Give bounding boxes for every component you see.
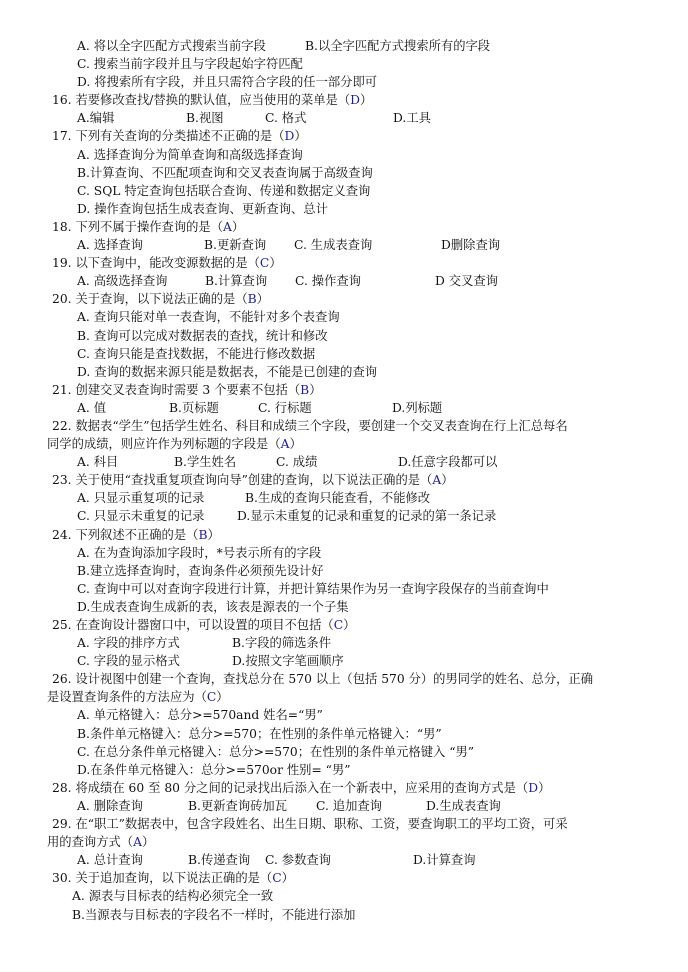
text-content: C. 在总分条件单元格键入：总分>=570；在性别的条件单元格键入 “男” [77,744,475,759]
text-segment [52,91,372,109]
text-content: D. 将搜索所有字段，并且只需符合字段的任一部分即可 [77,75,378,90]
text-content: B.页标题 [169,400,219,415]
text-line [0,345,688,363]
text-line [0,869,688,887]
text-segment [77,851,143,869]
text-line [0,670,688,688]
answer-letter: C [259,256,270,271]
text-content: B.视图 [186,111,224,126]
text-line [0,308,688,326]
text-segment [77,345,315,363]
text-content: B.学生姓名 [174,455,237,470]
text-segment [276,453,317,471]
text-segment [435,272,498,290]
text-content: A. 在为查询添加字段时，*号表示所有的字段 [77,545,322,560]
answer-letter: C [333,618,344,632]
text-content: C. 格式 [265,111,307,126]
text-segment [77,725,442,743]
text-content: 25. 在查询设计器窗口中，可以设置的项目不包括（ [52,618,334,632]
text-line [0,761,688,779]
text-content: D.按照文字笔画顺序 [232,654,344,669]
text-content: B.建立选择查询时，查询条件必须预先设计好 [77,563,324,578]
text-line [0,146,688,164]
answer-letter: A [280,437,290,452]
text-content: A. 选择查询分为简单查询和高级选择查询 [77,147,303,162]
text-segment [52,471,454,489]
text-content: B.计算查询 [205,274,268,289]
text-line [0,507,688,525]
text-tail: ） [231,219,245,234]
text-segment [52,417,568,435]
text-content: D.生成表查询生成新的表，该表是源表的一个子集 [77,599,349,614]
text-content: 同学的成绩，则应许作为列标题的字段是（ [47,437,281,452]
text-segment [77,652,180,670]
text-content: 22. 数据表“学生”包括学生姓名、科目和成绩三个字段，要创建一个交叉表查询在行上汇总每名 [52,418,568,433]
text-segment [398,453,497,471]
text-tail: ） [343,618,356,632]
text-segment [52,526,220,544]
text-tail: ） [441,473,454,488]
text-segment [77,55,303,73]
text-content: C. 追加查询 [316,798,382,813]
text-segment [441,236,500,254]
text-line [0,598,688,616]
text-segment [77,200,328,218]
text-content: A. 高级选择查询 [77,274,168,289]
text-content: 16. 若要修改查找/替换的默认值，应当使用的菜单是（ [52,93,351,108]
text-segment [294,236,372,254]
text-tail: ） [538,780,551,795]
text-segment [77,109,114,127]
text-content: C. 查询只能是查找数据，不能进行修改数据 [77,346,316,361]
text-segment [77,236,143,254]
text-content: B.条件单元格键入：总分>=570；在性别的条件单元格键入：“男” [77,726,442,741]
text-content: A. 选择查询 [77,238,143,253]
text-content: 26. 设计视图中创建一个查询，查找总分在 570 以上（包括 570 分）的男同学的姓名、总分，正确 [52,672,594,687]
text-content: 23. 关于使用“查找重复项查询向导”创建的查询，以下说法正确的是（ [52,473,433,488]
text-line [0,254,688,272]
text-line [0,887,688,905]
text-line [0,127,688,145]
text-segment [47,833,154,851]
text-segment [295,272,361,290]
answer-letter: D [284,129,295,144]
text-line [0,272,688,290]
text-segment [245,489,430,507]
text-content: C. 成绩 [276,455,318,470]
text-content: D.任意字段都可以 [398,455,498,470]
text-segment [77,453,118,471]
text-segment [47,688,229,706]
text-line [0,435,688,453]
text-content: A. 只显示重复项的记录 [77,491,205,506]
text-line [0,182,688,200]
text-segment [77,489,204,507]
text-segment [77,182,370,200]
text-tail: ） [294,129,307,144]
text-line [0,236,688,254]
answer-letter: A [432,473,442,488]
text-segment [305,37,490,55]
text-segment [77,363,377,381]
text-content: 21. 创建交叉表查询时需要 3 个要素不包括（ [52,382,301,397]
text-tail: ） [207,527,220,542]
text-line [0,327,688,345]
text-line [0,73,688,91]
text-segment [52,290,269,308]
text-line [0,417,688,435]
text-content: D删除查询 [441,238,501,253]
text-content: C. 参数查询 [265,853,331,868]
text-tail: ） [141,835,155,850]
text-segment [237,507,496,525]
text-segment [52,381,322,399]
text-content: B.当源表与目标表的字段名不一样时，不能进行添加 [72,907,356,922]
answer-letter: A [223,219,232,234]
text-segment [52,869,294,887]
text-content: B.传递查询 [188,853,251,868]
text-content: C. 查询中可以对查询字段进行计算，并把计算结果作为另一查询字段保存的当前查询中 [77,581,549,596]
text-segment [188,851,250,869]
text-segment [47,435,302,453]
text-segment [77,580,549,598]
text-content: C. 搜索当前字段并且与字段起始字符匹配 [77,57,303,72]
text-content: C. SQL 特定查询包括联合查询、传递和数据定义查询 [77,183,371,198]
text-segment [174,453,236,471]
text-segment [316,797,382,815]
text-line [0,797,688,815]
text-tail: ） [309,382,322,397]
text-line [0,580,688,598]
text-segment [52,616,355,634]
text-content: B.更新查询 [204,238,267,253]
text-content: B.以全字匹配方式搜索所有的字段 [305,39,491,53]
text-segment [72,906,355,924]
text-content: D.在条件单元格键入：总分>=570or 性别= “男” [77,762,351,777]
text-segment [52,815,568,833]
text-segment [205,272,267,290]
answer-letter: C [206,690,217,705]
text-tail: ） [216,690,229,705]
text-segment [52,254,282,272]
answer-letter: B [247,292,257,307]
text-segment [77,797,143,815]
text-content: D 交叉查询 [435,274,498,289]
text-content: B.计算查询、不匹配项查询和交叉表查询属于高级查询 [77,165,373,180]
text-line [0,55,688,73]
text-segment [77,562,324,580]
text-segment [77,308,340,326]
text-line [0,779,688,797]
text-segment [52,779,550,797]
text-content: A. 查询只能对单一表查询，不能针对多个表查询 [77,310,340,325]
text-segment [426,797,501,815]
text-segment [77,634,180,652]
text-content: A. 删除查询 [77,798,143,813]
document-page [0,37,688,924]
text-segment [77,507,204,525]
text-segment [52,218,244,236]
text-line [0,471,688,489]
text-content: 19. 以下查询中，能改变源数据的是（ [52,256,260,271]
text-line [0,815,688,833]
text-segment [77,743,474,761]
text-segment [77,164,373,182]
text-segment [77,544,321,562]
text-segment [258,399,312,417]
text-content: A. 单元格键入：总分>=570and 姓名=“男” [77,708,323,723]
text-content: 30. 关于追加查询，以下说法正确的是（ [52,871,273,886]
text-content: A. 值 [77,400,106,415]
text-segment [232,652,344,670]
text-segment [77,73,377,91]
text-line [0,526,688,544]
text-content: A. 将以全字匹配方式搜索当前字段 [77,39,266,53]
text-line [0,363,688,381]
text-line [0,562,688,580]
text-content: 17. 下列有关查询的分类描述不正确的是（ [52,129,285,144]
text-content: 29. 在“职工”数据表中，包含字段姓名、出生日期、职称、工资，要查询职工的平均工资，可采 [52,817,568,832]
text-content: 20. 关于查询，以下说法正确的是（ [52,292,248,307]
text-line [0,164,688,182]
text-tail: ） [269,256,282,271]
text-line [0,833,688,851]
text-line [0,453,688,471]
answer-letter: D [350,93,360,108]
text-tail: ） [289,437,302,452]
answer-letter: B [198,527,208,542]
text-segment [232,634,331,652]
text-segment [77,146,303,164]
text-segment [52,670,593,688]
text-content: C. 生成表查询 [294,238,373,253]
text-line [0,200,688,218]
text-segment [77,706,323,724]
text-content: C. 行标题 [258,400,312,415]
text-content: 28. 将成绩在 60 至 80 分之间的记录找出后添入在一个新表中，应采用的查询方式是（ [52,780,529,795]
answer-letter: B [300,382,310,397]
text-line [0,489,688,507]
text-segment [392,399,442,417]
text-content: A. 源表与目标表的结构必须完全一致 [72,889,274,904]
text-line [0,652,688,670]
text-content: 18. 下列不属于操作查询的是（ [52,219,224,234]
text-content: B.字段的筛选条件 [232,636,332,651]
text-content: A.编辑 [77,111,115,126]
text-segment [77,272,167,290]
text-line [0,218,688,236]
text-tail: ） [360,93,373,108]
text-content: A. 字段的排序方式 [77,636,180,651]
text-tail: ） [256,292,269,307]
text-content: D. 查询的数据来源只能是数据表，不能是已创建的查询 [77,364,378,379]
text-content: B.更新查询砖加瓦 [188,798,288,813]
text-line [0,616,688,634]
text-line [0,91,688,109]
answer-letter: D [528,780,539,795]
text-segment [77,37,266,55]
text-segment [77,327,328,345]
text-content: D.显示未重复的记录和重复的记录的第一条记录 [237,509,497,524]
text-content: 24. 下列叙述不正确的是（ [52,527,199,542]
text-content: C. 字段的显示格式 [77,654,180,669]
text-segment [72,887,273,905]
text-content: A. 总计查询 [77,853,143,868]
text-content: D.计算查询 [413,853,476,868]
text-segment [188,797,287,815]
text-content: D.生成表查询 [426,798,501,813]
text-content: 用的查询方式（ [47,835,134,850]
text-content: D.列标题 [392,400,443,415]
text-segment [52,127,307,145]
text-segment [265,109,306,127]
text-line [0,634,688,652]
text-segment [413,851,476,869]
answer-letter: C [272,871,282,886]
text-line [0,399,688,417]
text-line [0,906,688,924]
text-content: A. 科目 [77,455,119,470]
text-line [0,743,688,761]
text-segment [77,399,106,417]
text-content: B. 查询可以完成对数据表的查找，统计和修改 [77,328,328,343]
text-line [0,725,688,743]
text-segment [169,399,219,417]
text-line [0,706,688,724]
text-segment [77,598,349,616]
text-content: C. 只显示未重复的记录 [77,509,205,524]
text-line [0,37,688,55]
text-tail: ） [281,871,294,886]
text-segment [77,761,351,779]
text-line [0,851,688,869]
text-line [0,544,688,562]
text-segment [265,851,331,869]
text-content: 是设置查询条件的方法应为（ [47,690,207,705]
text-content: B.生成的查询只能查看，不能修改 [245,491,431,506]
text-segment [204,236,266,254]
text-content: D.工具 [393,111,431,126]
text-line [0,290,688,308]
text-segment [393,109,431,127]
answer-letter: A [133,835,142,850]
text-content: D. 操作查询包括生成表查询、更新查询、总计 [77,201,328,216]
text-line [0,381,688,399]
text-segment [186,109,224,127]
text-content: C. 操作查询 [295,274,361,289]
text-line [0,688,688,706]
text-line [0,109,688,127]
